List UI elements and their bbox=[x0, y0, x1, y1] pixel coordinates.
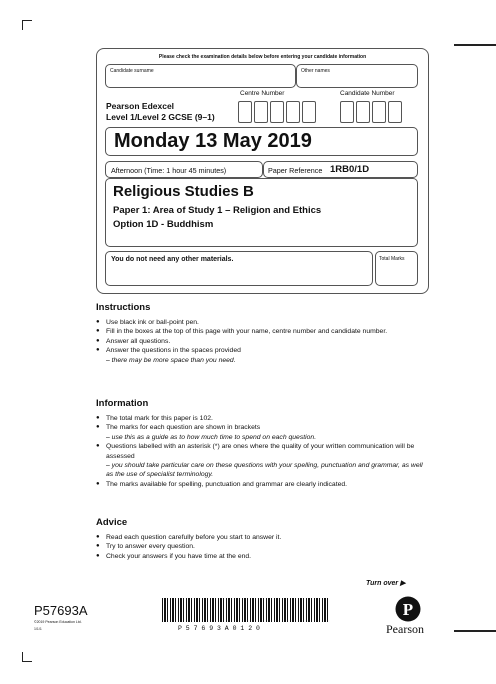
list-item: ● Answer the questions in the spaces provided bbox=[96, 346, 426, 355]
centre-digit-box[interactable] bbox=[302, 101, 316, 123]
edge-tab-top bbox=[454, 44, 496, 46]
centre-digit-box[interactable] bbox=[270, 101, 284, 123]
list-item: ● The marks available for spelling, punctuation and grammar are clearly indicated. bbox=[96, 480, 426, 489]
materials-box bbox=[105, 251, 373, 286]
crop-mark-bottom-h bbox=[22, 661, 32, 662]
candidate-number-label: Candidate Number bbox=[340, 90, 395, 97]
other-names-field[interactable] bbox=[296, 64, 418, 88]
subject-title: Religious Studies B bbox=[113, 183, 254, 200]
crop-mark-top bbox=[22, 20, 23, 30]
advice-heading: Advice bbox=[96, 517, 128, 528]
centre-digit-box[interactable] bbox=[254, 101, 268, 123]
candidate-digit-box[interactable] bbox=[356, 101, 370, 123]
information-heading: Information bbox=[96, 398, 149, 409]
copyright: ©2019 Pearson Education Ltd. bbox=[34, 620, 82, 624]
turn-over: Turn over ▶ bbox=[366, 580, 406, 587]
instructions-list bbox=[96, 318, 426, 365]
paper-code: P57693A bbox=[34, 603, 88, 618]
candidate-digit-box[interactable] bbox=[372, 101, 386, 123]
centre-number-boxes[interactable] bbox=[238, 101, 318, 123]
paper-option: Option 1D - Buddhism bbox=[113, 219, 214, 230]
surname-label: Candidate surname bbox=[110, 68, 154, 74]
list-item: ● Fill in the boxes at the top of this page with your name, centre number and candidate number. bbox=[96, 327, 426, 336]
session-time: Afternoon (Time: 1 hour 45 minutes) bbox=[111, 166, 227, 175]
candidate-digit-box[interactable] bbox=[340, 101, 354, 123]
list-item: – you should take particular care on these questions with your spelling, punctuation and grammar, as well as the use of specialist terminology. bbox=[106, 462, 423, 479]
candidate-digit-box[interactable] bbox=[388, 101, 402, 123]
list-item: ● Use black ink or ball-point pen. bbox=[96, 318, 426, 327]
instructions-heading: Instructions bbox=[96, 302, 151, 313]
qualification-level: Level 1/Level 2 GCSE (9–1) bbox=[106, 112, 215, 122]
check-notice: Please check the examination details below before entering your candidate information bbox=[158, 54, 367, 60]
paper-reference-box bbox=[263, 161, 418, 178]
exam-date: Monday 13 May 2019 bbox=[114, 130, 312, 152]
surname-field[interactable] bbox=[105, 64, 296, 88]
information-list bbox=[96, 414, 426, 489]
crop-mark-top-h bbox=[22, 20, 32, 21]
centre-digit-box[interactable] bbox=[238, 101, 252, 123]
list-item: ● The total mark for this paper is 102. bbox=[96, 414, 426, 423]
materials-note: You do not need any other materials. bbox=[111, 256, 234, 263]
list-item: ● Try to answer every question. bbox=[96, 542, 426, 551]
session-box bbox=[105, 161, 263, 178]
subject-box bbox=[105, 178, 418, 247]
candidate-number-boxes[interactable] bbox=[340, 101, 404, 123]
paper-title: Paper 1: Area of Study 1 – Religion and Ethics bbox=[113, 205, 322, 216]
barcode-text: P 5 7 6 9 3 A 0 1 2 0 bbox=[178, 625, 260, 632]
total-marks-label: Total Marks bbox=[379, 256, 405, 262]
paper-reference: 1RB0/1D bbox=[330, 164, 370, 175]
list-item: ● The marks for each question are shown in brackets bbox=[96, 423, 426, 432]
list-item: – there may be more space than you need. bbox=[106, 356, 236, 364]
other-names-label: Other names bbox=[301, 68, 330, 74]
list-item: ● Check your answers if you have time at the end. bbox=[96, 552, 426, 561]
centre-number-label: Centre Number bbox=[240, 90, 285, 97]
pearson-logo-icon bbox=[395, 596, 421, 622]
exam-date-box bbox=[105, 127, 418, 156]
list-item: ● Answer all questions. bbox=[96, 337, 426, 346]
paper-reference-label: Paper Reference bbox=[268, 166, 323, 175]
edge-tab-bottom bbox=[454, 630, 496, 632]
total-marks-box[interactable] bbox=[375, 251, 418, 286]
list-item: ● Read each question carefully before you start to answer it. bbox=[96, 533, 426, 542]
pearson-wordmark: Pearson bbox=[386, 622, 424, 636]
svg-text:P: P bbox=[402, 600, 414, 619]
list-item: ● Questions labelled with an asterisk (*) are ones where the quality of your written communication will be assessed bbox=[96, 442, 426, 461]
centre-digit-box[interactable] bbox=[286, 101, 300, 123]
print-code: 1/1/1 bbox=[34, 627, 42, 631]
advice-list bbox=[96, 533, 426, 561]
barcode bbox=[162, 598, 330, 622]
list-item: – use this as a guide as to how much time to spend on each question. bbox=[106, 433, 317, 441]
exam-board: Pearson Edexcel bbox=[106, 101, 175, 111]
